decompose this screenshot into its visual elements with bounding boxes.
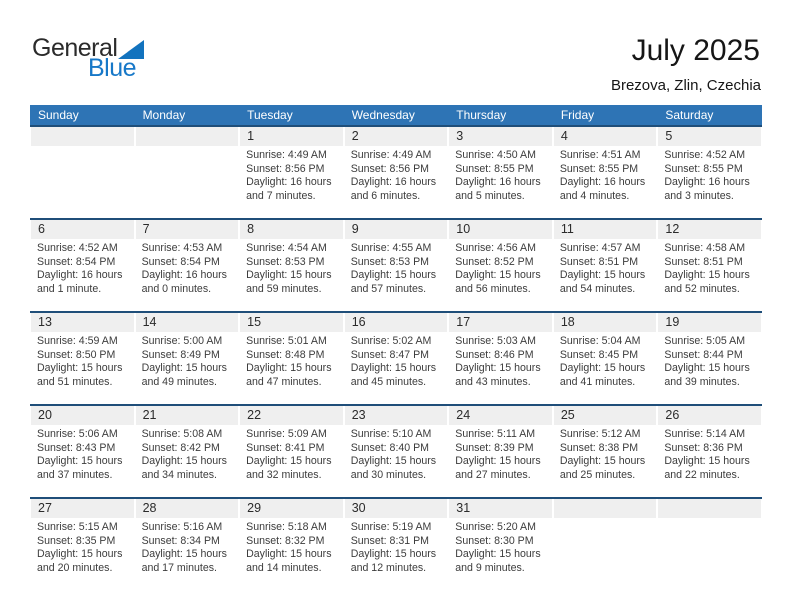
day-info [30, 332, 135, 389]
day-number-strip [658, 499, 761, 518]
daylight-text-line1: Daylight: 15 hours [37, 548, 123, 561]
day-cell [135, 218, 240, 311]
sunset-text: Sunset: 8:51 PM [664, 255, 743, 268]
calendar-table [30, 105, 762, 590]
day-number-strip [554, 220, 657, 239]
sunset-text: Sunset: 8:32 PM [246, 534, 325, 547]
day-number-strip [136, 406, 239, 425]
day-number: 21 [142, 408, 157, 422]
day-number-strip [449, 406, 552, 425]
day-number-strip [31, 313, 134, 332]
empty-day-cell [30, 125, 135, 218]
sunset-text: Sunset: 8:36 PM [664, 441, 743, 454]
day-number-strip [136, 499, 239, 518]
day-cell [448, 497, 553, 590]
daylight-text-line1: Daylight: 16 hours [559, 176, 646, 189]
sunrise-text: Sunrise: 4:59 AM [37, 335, 118, 347]
sunset-text: Sunset: 8:53 PM [350, 255, 430, 268]
sunrise-text: Sunrise: 5:01 AM [246, 335, 327, 347]
day-number-strip [240, 127, 343, 146]
sunrise-text: Sunrise: 4:54 AM [246, 242, 327, 254]
day-number: 28 [142, 501, 157, 515]
day-cell [135, 404, 240, 497]
sunset-text: Sunset: 8:55 PM [559, 162, 639, 175]
sunrise-text: Sunrise: 5:10 AM [350, 428, 432, 440]
page-title: July 2025 [631, 34, 760, 67]
day-info [344, 332, 449, 389]
sunset-text: Sunset: 8:54 PM [37, 255, 116, 268]
sunrise-text: Sunrise: 5:15 AM [37, 521, 118, 533]
daylight-text-line2: and 59 minutes. [246, 282, 322, 295]
daylight-text-line2: and 34 minutes. [141, 468, 217, 481]
day-number-strip [136, 313, 239, 332]
sunrise-text: Sunrise: 5:20 AM [455, 521, 536, 533]
day-cell [553, 125, 658, 218]
sunset-text: Sunset: 8:45 PM [559, 348, 639, 361]
day-info [448, 146, 553, 203]
day-number: 1 [247, 129, 255, 143]
sunset-text: Sunset: 8:34 PM [141, 534, 220, 547]
weekday-header-monday: Monday [135, 105, 240, 125]
day-cell [30, 404, 135, 497]
daylight-text-line1: Daylight: 16 hours [350, 176, 437, 189]
daylight-text-line1: Daylight: 15 hours [455, 548, 541, 561]
day-number: 24 [456, 408, 471, 422]
daylight-text-line2: and 49 minutes. [141, 375, 217, 388]
week-row [30, 497, 762, 590]
daylight-text-line1: Daylight: 15 hours [350, 362, 437, 375]
week-row [30, 218, 762, 311]
sunrise-text: Sunrise: 4:52 AM [37, 242, 118, 254]
day-number: 2 [351, 129, 359, 143]
day-number-strip [240, 406, 343, 425]
logo-text-blue: Blue [88, 54, 137, 82]
daylight-text-line2: and 4 minutes. [559, 189, 630, 202]
day-cell [657, 404, 762, 497]
day-number: 13 [38, 315, 52, 329]
sunrise-text: Sunrise: 5:04 AM [559, 335, 641, 347]
sunset-text: Sunset: 8:50 PM [37, 348, 116, 361]
day-info [553, 146, 658, 203]
day-number-strip [345, 406, 448, 425]
daylight-text-line2: and 14 minutes. [246, 561, 322, 574]
day-number: 8 [247, 222, 255, 236]
day-number: 12 [665, 222, 680, 236]
day-number: 7 [142, 222, 150, 236]
sunset-text: Sunset: 8:30 PM [455, 534, 534, 547]
day-cell [344, 125, 449, 218]
daylight-text-line2: and 25 minutes. [559, 468, 636, 481]
day-info [344, 518, 449, 575]
daylight-text-line2: and 56 minutes. [455, 282, 531, 295]
day-info [553, 332, 658, 389]
sunset-text: Sunset: 8:52 PM [455, 255, 534, 268]
day-cell [553, 404, 658, 497]
day-cell [448, 311, 553, 404]
day-cell [30, 218, 135, 311]
day-info [30, 518, 135, 575]
day-info [239, 332, 344, 389]
weekday-header-tuesday: Tuesday [239, 105, 344, 125]
daylight-text-line2: and 57 minutes. [350, 282, 427, 295]
day-number: 16 [351, 315, 366, 329]
sunrise-text: Sunrise: 5:11 AM [455, 428, 536, 440]
sunset-text: Sunset: 8:53 PM [246, 255, 325, 268]
empty-day-cell [657, 497, 762, 590]
day-cell [239, 497, 344, 590]
sunrise-text: Sunrise: 5:05 AM [664, 335, 746, 347]
daylight-text-line2: and 22 minutes. [664, 468, 740, 481]
day-number-strip [31, 499, 134, 518]
empty-day-cell [135, 125, 240, 218]
daylight-text-line2: and 43 minutes. [455, 375, 531, 388]
day-number: 4 [560, 129, 568, 143]
day-number: 31 [456, 501, 471, 515]
weekday-header-saturday: Saturday [657, 105, 762, 125]
day-number: 20 [38, 408, 52, 422]
daylight-text-line2: and 12 minutes. [350, 561, 427, 574]
daylight-text-line2: and 47 minutes. [246, 375, 322, 388]
day-info [135, 425, 240, 482]
location-subtitle: Brezova, Zlin, Czechia [610, 77, 761, 94]
day-number-strip [345, 127, 448, 146]
daylight-text-line1: Daylight: 15 hours [664, 362, 750, 375]
day-number-strip [345, 313, 448, 332]
sunset-text: Sunset: 8:39 PM [455, 441, 534, 454]
logo-text-general: General [32, 34, 118, 62]
sunrise-text: Sunrise: 4:58 AM [664, 242, 746, 254]
day-number-strip [345, 499, 448, 518]
day-number: 3 [456, 129, 464, 143]
day-info [657, 146, 762, 203]
sunset-text: Sunset: 8:54 PM [141, 255, 220, 268]
week-row [30, 311, 762, 404]
daylight-text-line1: Daylight: 15 hours [664, 269, 750, 282]
daylight-text-line2: and 27 minutes. [455, 468, 531, 481]
day-info [553, 425, 658, 482]
sunrise-text: Sunrise: 5:00 AM [141, 335, 223, 347]
day-info [239, 425, 344, 482]
sunrise-text: Sunrise: 5:14 AM [664, 428, 746, 440]
day-cell [344, 497, 449, 590]
sunrise-text: Sunrise: 5:12 AM [559, 428, 641, 440]
daylight-text-line1: Daylight: 16 hours [664, 176, 750, 189]
sunset-text: Sunset: 8:38 PM [559, 441, 639, 454]
daylight-text-line1: Daylight: 16 hours [141, 269, 227, 282]
day-cell [657, 125, 762, 218]
daylight-text-line2: and 51 minutes. [37, 375, 113, 388]
sunset-text: Sunset: 8:43 PM [37, 441, 116, 454]
day-cell [239, 125, 344, 218]
daylight-text-line1: Daylight: 15 hours [350, 548, 437, 561]
day-cell [344, 311, 449, 404]
day-number-strip [554, 499, 657, 518]
day-number-strip [136, 127, 239, 146]
sunrise-text: Sunrise: 4:51 AM [559, 149, 641, 161]
day-number: 17 [456, 315, 471, 329]
sunset-text: Sunset: 8:51 PM [559, 255, 639, 268]
daylight-text-line1: Daylight: 15 hours [141, 455, 227, 468]
sunset-text: Sunset: 8:55 PM [455, 162, 534, 175]
day-number-strip [240, 220, 343, 239]
sunset-text: Sunset: 8:55 PM [664, 162, 743, 175]
day-cell [448, 404, 553, 497]
daylight-text-line1: Daylight: 15 hours [455, 455, 541, 468]
sunset-text: Sunset: 8:47 PM [350, 348, 430, 361]
sunrise-text: Sunrise: 5:08 AM [141, 428, 223, 440]
day-number: 15 [247, 315, 262, 329]
day-cell [239, 311, 344, 404]
daylight-text-line2: and 30 minutes. [350, 468, 427, 481]
day-info [657, 239, 762, 296]
sunset-text: Sunset: 8:40 PM [350, 441, 430, 454]
day-cell [135, 497, 240, 590]
day-number: 9 [351, 222, 359, 236]
day-info [135, 332, 240, 389]
day-cell [135, 311, 240, 404]
day-cell [30, 497, 135, 590]
daylight-text-line2: and 17 minutes. [141, 561, 217, 574]
day-number-strip [554, 127, 657, 146]
day-number-strip [31, 220, 134, 239]
day-number: 29 [247, 501, 262, 515]
weekday-header-thursday: Thursday [448, 105, 553, 125]
daylight-text-line1: Daylight: 15 hours [455, 269, 541, 282]
day-info [448, 518, 553, 575]
sunset-text: Sunset: 8:42 PM [141, 441, 220, 454]
daylight-text-line1: Daylight: 15 hours [141, 548, 227, 561]
sunset-text: Sunset: 8:56 PM [246, 162, 325, 175]
daylight-text-line1: Daylight: 15 hours [37, 455, 123, 468]
day-number-strip [449, 220, 552, 239]
sunrise-text: Sunrise: 4:49 AM [350, 149, 432, 161]
sunrise-text: Sunrise: 5:09 AM [246, 428, 327, 440]
day-number-strip [658, 220, 761, 239]
empty-day-cell [553, 497, 658, 590]
daylight-text-line1: Daylight: 15 hours [141, 362, 227, 375]
day-info [657, 332, 762, 389]
weekday-header-wednesday: Wednesday [344, 105, 449, 125]
day-number-strip [240, 313, 343, 332]
sunrise-text: Sunrise: 4:56 AM [455, 242, 536, 254]
daylight-text-line2: and 37 minutes. [37, 468, 113, 481]
weekday-header-sunday: Sunday [30, 105, 135, 125]
daylight-text-line2: and 6 minutes. [350, 189, 421, 202]
daylight-text-line1: Daylight: 15 hours [246, 548, 332, 561]
daylight-text-line1: Daylight: 16 hours [455, 176, 541, 189]
day-cell [239, 218, 344, 311]
day-info [135, 239, 240, 296]
daylight-text-line1: Daylight: 15 hours [246, 269, 332, 282]
daylight-text-line1: Daylight: 15 hours [350, 455, 437, 468]
daylight-text-line1: Daylight: 15 hours [350, 269, 437, 282]
day-number: 25 [560, 408, 575, 422]
day-cell [553, 311, 658, 404]
day-number: 23 [351, 408, 366, 422]
sunrise-text: Sunrise: 4:57 AM [559, 242, 641, 254]
day-cell [448, 218, 553, 311]
daylight-text-line2: and 39 minutes. [664, 375, 740, 388]
sunrise-text: Sunrise: 5:18 AM [246, 521, 327, 533]
day-info [239, 239, 344, 296]
day-number: 14 [142, 315, 157, 329]
day-info [239, 146, 344, 203]
day-info [448, 332, 553, 389]
day-number-strip [136, 220, 239, 239]
daylight-text-line1: Daylight: 16 hours [37, 269, 123, 282]
day-number: 11 [560, 222, 574, 236]
sunrise-text: Sunrise: 5:06 AM [37, 428, 118, 440]
day-cell [344, 404, 449, 497]
daylight-text-line1: Daylight: 15 hours [559, 455, 646, 468]
day-info [30, 239, 135, 296]
sunrise-text: Sunrise: 5:02 AM [350, 335, 432, 347]
day-number: 22 [247, 408, 262, 422]
sunrise-text: Sunrise: 4:55 AM [350, 242, 432, 254]
day-info [239, 518, 344, 575]
sunset-text: Sunset: 8:46 PM [455, 348, 534, 361]
day-info [30, 425, 135, 482]
sunrise-text: Sunrise: 4:50 AM [455, 149, 536, 161]
day-number-strip [449, 127, 552, 146]
day-info [448, 239, 553, 296]
day-number-strip [658, 313, 761, 332]
day-cell [30, 311, 135, 404]
daylight-text-line1: Daylight: 15 hours [37, 362, 123, 375]
day-number: 10 [456, 222, 471, 236]
sunset-text: Sunset: 8:31 PM [350, 534, 430, 547]
daylight-text-line1: Daylight: 16 hours [246, 176, 332, 189]
daylight-text-line2: and 54 minutes. [559, 282, 636, 295]
day-number: 6 [38, 222, 45, 236]
daylight-text-line2: and 32 minutes. [246, 468, 322, 481]
daylight-text-line1: Daylight: 15 hours [246, 455, 332, 468]
day-cell [553, 218, 658, 311]
sunset-text: Sunset: 8:35 PM [37, 534, 116, 547]
daylight-text-line1: Daylight: 15 hours [246, 362, 332, 375]
daylight-text-line2: and 45 minutes. [350, 375, 427, 388]
sunset-text: Sunset: 8:48 PM [246, 348, 325, 361]
daylight-text-line1: Daylight: 15 hours [559, 269, 646, 282]
weekday-header-row [30, 105, 762, 125]
sunrise-text: Sunrise: 4:52 AM [664, 149, 746, 161]
day-number: 30 [351, 501, 366, 515]
day-cell [448, 125, 553, 218]
daylight-text-line2: and 20 minutes. [37, 561, 113, 574]
day-number-strip [554, 313, 657, 332]
sunset-text: Sunset: 8:56 PM [350, 162, 430, 175]
daylight-text-line2: and 3 minutes. [664, 189, 734, 202]
day-number: 26 [665, 408, 680, 422]
week-row [30, 125, 762, 218]
day-number: 5 [665, 129, 673, 143]
day-number: 19 [665, 315, 680, 329]
weekday-header-friday: Friday [553, 105, 658, 125]
day-info [344, 239, 449, 296]
day-number-strip [449, 499, 552, 518]
sunrise-text: Sunrise: 5:16 AM [141, 521, 223, 533]
daylight-text-line1: Daylight: 15 hours [455, 362, 541, 375]
day-info [448, 425, 553, 482]
day-number-strip [31, 127, 134, 146]
day-number-strip [240, 499, 343, 518]
day-info [344, 146, 449, 203]
day-number-strip [554, 406, 657, 425]
daylight-text-line1: Daylight: 15 hours [664, 455, 750, 468]
daylight-text-line2: and 41 minutes. [559, 375, 636, 388]
day-number: 18 [560, 315, 575, 329]
day-cell [657, 218, 762, 311]
day-info [657, 425, 762, 482]
day-number-strip [658, 406, 761, 425]
week-row [30, 404, 762, 497]
day-cell [344, 218, 449, 311]
day-cell [239, 404, 344, 497]
sunset-text: Sunset: 8:41 PM [246, 441, 325, 454]
sunrise-text: Sunrise: 5:03 AM [455, 335, 536, 347]
daylight-text-line1: Daylight: 15 hours [559, 362, 646, 375]
sunrise-text: Sunrise: 4:53 AM [141, 242, 223, 254]
day-cell [657, 311, 762, 404]
daylight-text-line2: and 5 minutes. [455, 189, 525, 202]
day-info [553, 239, 658, 296]
sunrise-text: Sunrise: 4:49 AM [246, 149, 327, 161]
daylight-text-line2: and 7 minutes. [246, 189, 316, 202]
day-info [344, 425, 449, 482]
day-number-strip [658, 127, 761, 146]
daylight-text-line2: and 1 minute. [37, 282, 102, 295]
day-number-strip [449, 313, 552, 332]
general-blue-logo [32, 36, 144, 81]
daylight-text-line2: and 0 minutes. [141, 282, 212, 295]
sunset-text: Sunset: 8:44 PM [664, 348, 743, 361]
day-number-strip [31, 406, 134, 425]
day-number-strip [345, 220, 448, 239]
sunset-text: Sunset: 8:49 PM [141, 348, 220, 361]
sunrise-text: Sunrise: 5:19 AM [350, 521, 432, 533]
calendar-body [30, 125, 762, 590]
daylight-text-line2: and 52 minutes. [664, 282, 740, 295]
day-info [135, 518, 240, 575]
daylight-text-line2: and 9 minutes. [455, 561, 525, 574]
day-number: 27 [38, 501, 52, 515]
